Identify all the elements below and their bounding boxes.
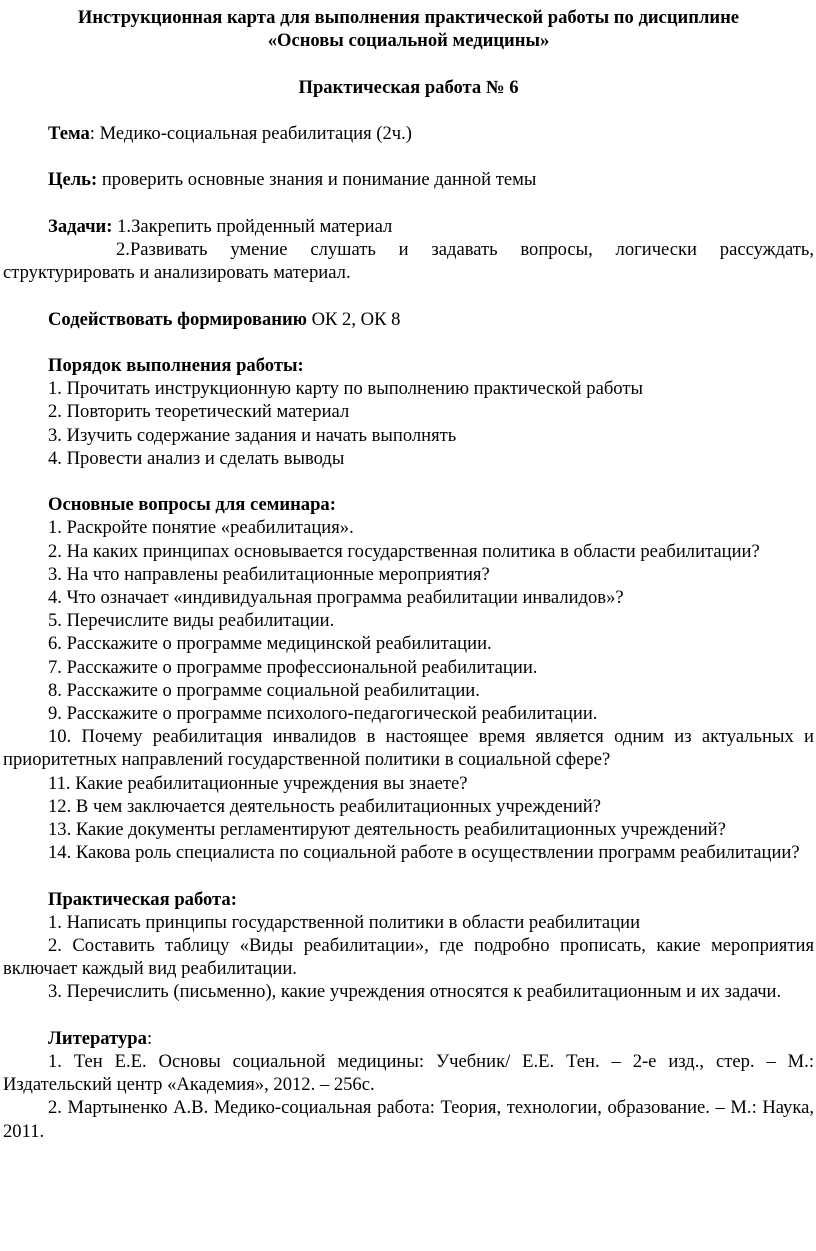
- task-2-rest: структурировать и анализировать материал.: [3, 262, 351, 284]
- literature-item: 1. Тен Е.Е. Основы социальной медицины: Учебник/ Е.Е. Тен. – 2-е изд., стер. – М.: Издательский центр «Академия», 2012. – 256с.: [3, 1051, 814, 1096]
- practical-heading: Практическая работа:: [48, 888, 237, 910]
- seminar-question: 8. Расскажите о программе социальной реабилитации.: [48, 679, 480, 701]
- seminar-question: 10. Почему реабилитация инвалидов в настоящее время является одним из актуальных и приоритетных направлений государственной политики в социальной сфере?: [3, 726, 814, 771]
- literature-heading-line: [3, 1027, 814, 1050]
- goal-text: проверить основные знания и понимание данной темы: [97, 169, 537, 191]
- seminar-question: 5. Перечислите виды реабилитации.: [48, 610, 335, 632]
- seminar-question: 9. Расскажите о программе психолого-педагогической реабилитации.: [48, 702, 598, 724]
- practical-item: 2. Составить таблицу «Виды реабилитации», где подробно прописать, какие мероприятия включает каждый вид реабилитации.: [3, 935, 814, 980]
- procedure-item: 1. Прочитать инструкционную карту по выполнению практической работы: [48, 378, 643, 400]
- seminar-question: 4. Что означает «индивидуальная программа реабилитации инвалидов»?: [48, 586, 624, 608]
- task-1: 1.Закрепить пройденный материал: [112, 215, 393, 237]
- work-number: Практическая работа № 6: [298, 76, 519, 98]
- seminar-question: 7. Расскажите о программе профессиональной реабилитации.: [48, 656, 538, 678]
- topic-text: Медико-социальная реабилитация (2ч.): [94, 122, 412, 144]
- procedure-heading: Порядок выполнения работы:: [48, 354, 304, 376]
- seminar-question: 2. На каких принципах основывается государственная политика в области реабилитации?: [48, 540, 760, 562]
- topic-label: Тема: [48, 122, 90, 144]
- competencies-label: Содействовать формированию: [48, 308, 307, 330]
- topic-sep: :: [89, 122, 95, 144]
- goal-label: Цель:: [48, 169, 98, 191]
- tasks-line: [3, 215, 814, 238]
- competencies-line: [3, 308, 814, 331]
- seminar-question: 6. Расскажите о программе медицинской реабилитации.: [48, 633, 492, 655]
- seminar-question: 11. Какие реабилитационные учреждения вы знаете?: [48, 772, 468, 794]
- practical-item: 1. Написать принципы государственной политики в области реабилитации: [48, 911, 641, 933]
- seminar-question: 3. На что направлены реабилитационные мероприятия?: [48, 563, 490, 585]
- seminar-question: 13. Какие документы регламентируют деятельность реабилитационных учреждений?: [48, 819, 726, 840]
- goal-line: [3, 168, 814, 191]
- literature-heading: Литература: [48, 1027, 147, 1049]
- procedure-item: 2. Повторить теоретический материал: [48, 401, 350, 423]
- task-2-first-line: 2.Развивать умение слушать и задавать вопросы, логически рассуждать,: [116, 238, 814, 260]
- seminar-heading: Основные вопросы для семинара:: [48, 494, 336, 516]
- document-title-line1: Инструкционная карта для выполнения практической работы по дисциплине: [77, 7, 740, 28]
- practical-item: 3. Перечислить (письменно), какие учреждения относятся к реабилитационным и их задачи.: [48, 981, 782, 1003]
- competencies-text: ОК 2, ОК 8: [306, 308, 401, 330]
- procedure-item: 3. Изучить содержание задания и начать выполнять: [48, 424, 457, 446]
- literature-sep: :: [146, 1027, 153, 1049]
- procedure-item: 4. Провести анализ и сделать выводы: [48, 447, 345, 469]
- topic-line: [3, 122, 814, 145]
- seminar-question: 14. Какова роль специалиста по социальной работе в осуществлении программ реабилитации?: [48, 842, 800, 864]
- seminar-question: 12. В чем заключается деятельность реабилитационных учреждений?: [48, 795, 602, 817]
- seminar-question: 1. Раскройте понятие «реабилитация».: [48, 517, 354, 539]
- literature-item: 2. Мартыненко А.В. Медико-социальная работа: Теория, технологии, образование. – М.: Наука, 2011.: [3, 1097, 814, 1142]
- tasks-label: Задачи:: [48, 215, 113, 237]
- document-title-line2: «Основы социальной медицины»: [267, 30, 550, 52]
